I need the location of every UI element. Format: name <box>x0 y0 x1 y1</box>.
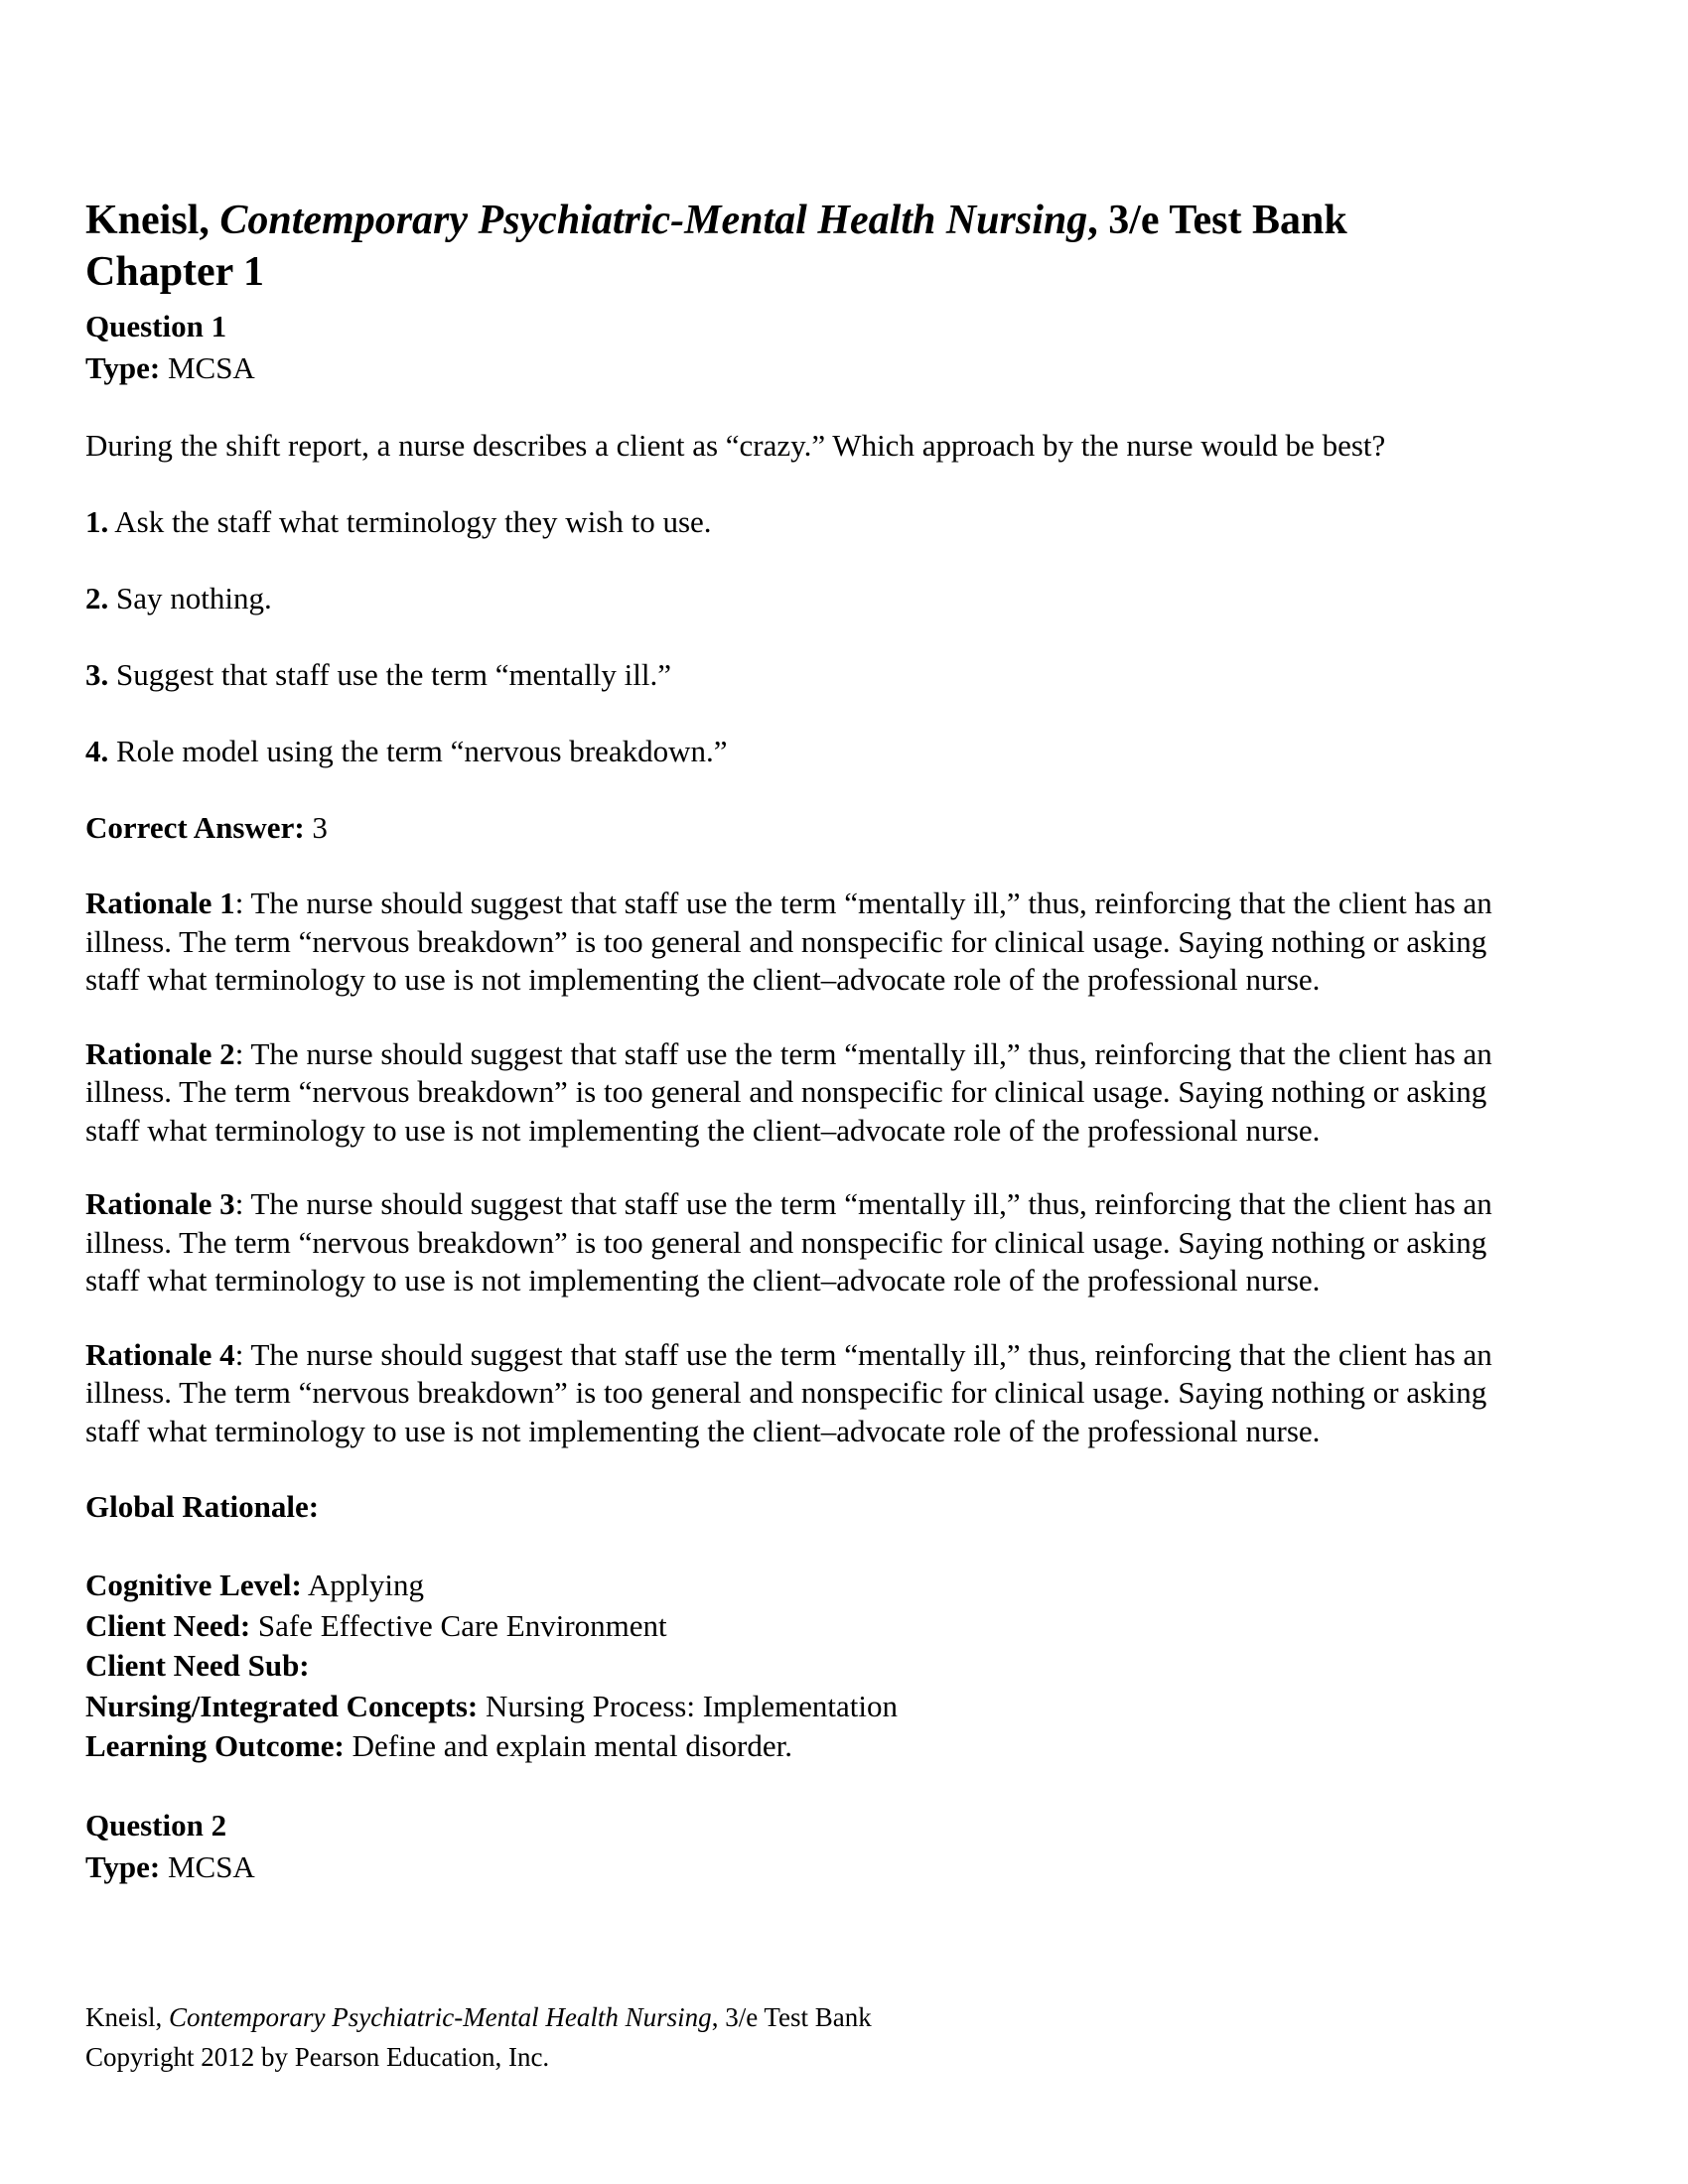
meta-value: Safe Effective Care Environment <box>257 1607 667 1643</box>
meta-learning-outcome <box>85 1726 1615 1767</box>
question-1-heading: Question 1 <box>85 309 227 343</box>
rationale-text: : The nurse should suggest that staff use the term “mentally ill,” thus, reinforcing that the client has an <box>234 1336 1492 1372</box>
type-label: Type: <box>85 1848 161 1884</box>
rationale-line: illness. The term “nervous breakdown” is too general and nonspecific for clinical usage. Saying nothing or asking <box>85 923 1487 959</box>
meta-value: Nursing Process: Implementation <box>486 1688 898 1723</box>
rationale-line: illness. The term “nervous breakdown” is too general and nonspecific for clinical usage. Saying nothing or asking <box>85 1074 1487 1109</box>
option-1 <box>85 501 1615 543</box>
global-rationale-label: Global Rationale: <box>85 1489 320 1524</box>
rationale-label: Rationale 1 <box>85 886 235 920</box>
title-edition: , 3/e Test Bank <box>1087 198 1347 243</box>
option-text: Suggest that staff use the term “mentally ill.” <box>116 657 672 692</box>
correct-answer <box>85 807 1615 849</box>
document-title <box>85 195 1615 246</box>
meta-nursing-concepts <box>85 1687 1615 1727</box>
meta-value: Define and explain mental disorder. <box>352 1728 792 1763</box>
correct-answer-label: Correct Answer: <box>85 810 305 845</box>
footer-copyright: Copyright 2012 by Pearson Education, Inc. <box>85 2042 550 2072</box>
question-2-type <box>85 1846 1615 1888</box>
meta-label: Client Need Sub: <box>85 1648 310 1683</box>
page-footer <box>85 1997 1575 2077</box>
title-book: Contemporary Psychiatric-Mental Health Nursing <box>219 198 1088 243</box>
rationale-1 <box>85 885 1615 1000</box>
rationale-line: staff what terminology to use is not implementing the client–advocate role of the professional nurse. <box>85 962 1321 997</box>
rationale-line <box>85 1336 1615 1375</box>
option-number: 4. <box>85 734 109 768</box>
type-label: Type: <box>85 350 161 385</box>
rationale-line <box>85 885 1615 923</box>
meta-label: Nursing/Integrated Concepts: <box>85 1688 479 1723</box>
question-metadata <box>85 1566 1615 1767</box>
rationale-line <box>85 1035 1615 1074</box>
rationale-line: staff what terminology to use is not implementing the client–advocate role of the professional nurse. <box>85 1263 1321 1297</box>
meta-label: Client Need: <box>85 1607 251 1643</box>
rationale-line: staff what terminology to use is not implementing the client–advocate role of the professional nurse. <box>85 1112 1321 1148</box>
rationale-line: illness. The term “nervous breakdown” is too general and nonspecific for clinical usage. Saying nothing or asking <box>85 1224 1487 1260</box>
option-text: Say nothing. <box>116 581 272 615</box>
option-2 <box>85 578 1615 619</box>
type-value: MCSA <box>167 350 255 385</box>
option-3 <box>85 654 1615 696</box>
rationale-text: : The nurse should suggest that staff use the term “mentally ill,” thus, reinforcing that the client has an <box>234 886 1492 920</box>
rationale-line: illness. The term “nervous breakdown” is too general and nonspecific for clinical usage. Saying nothing or asking <box>85 1375 1487 1410</box>
option-4 <box>85 731 1615 772</box>
rationale-text: : The nurse should suggest that staff use the term “mentally ill,” thus, reinforcing that the client has an <box>234 1186 1492 1221</box>
meta-client-need <box>85 1606 1615 1647</box>
rationale-4 <box>85 1336 1615 1451</box>
chapter-heading: Chapter 1 <box>85 249 265 295</box>
question-1-stem: During the shift report, a nurse describes a client as “crazy.” Which approach by the nurse would be best? <box>85 428 1386 463</box>
footer-author: Kneisl, <box>85 2002 163 2032</box>
rationale-label: Rationale 3 <box>85 1186 235 1221</box>
rationale-line <box>85 1185 1615 1224</box>
meta-value: Applying <box>307 1568 424 1602</box>
footer-title <box>85 1997 1575 2037</box>
page-content <box>85 195 1615 1888</box>
rationale-label: Rationale 4 <box>85 1336 235 1372</box>
question-2-heading: Question 2 <box>85 1807 227 1843</box>
meta-label: Cognitive Level: <box>85 1568 302 1602</box>
rationale-2 <box>85 1035 1615 1151</box>
type-value: MCSA <box>167 1848 255 1884</box>
rationale-text: : The nurse should suggest that staff use the term “mentally ill,” thus, reinforcing that the client has an <box>234 1035 1492 1071</box>
option-number: 1. <box>85 504 109 539</box>
option-number: 3. <box>85 657 109 692</box>
option-text: Ask the staff what terminology they wish to use. <box>114 504 712 539</box>
rationale-line: staff what terminology to use is not implementing the client–advocate role of the professional nurse. <box>85 1413 1321 1448</box>
footer-edition: , 3/e Test Bank <box>711 2002 872 2032</box>
question-2 <box>85 1805 1615 1888</box>
meta-client-need-sub <box>85 1646 1615 1687</box>
correct-answer-value: 3 <box>312 810 328 845</box>
footer-book: Contemporary Psychiatric-Mental Health Nursing <box>169 2002 712 2032</box>
title-author: Kneisl, <box>85 198 210 243</box>
option-number: 2. <box>85 581 109 615</box>
rationale-3 <box>85 1185 1615 1300</box>
meta-cognitive-level <box>85 1566 1615 1606</box>
meta-label: Learning Outcome: <box>85 1728 345 1763</box>
option-text: Role model using the term “nervous breakdown.” <box>116 734 728 768</box>
rationale-label: Rationale 2 <box>85 1035 235 1071</box>
question-1-type <box>85 347 1615 389</box>
